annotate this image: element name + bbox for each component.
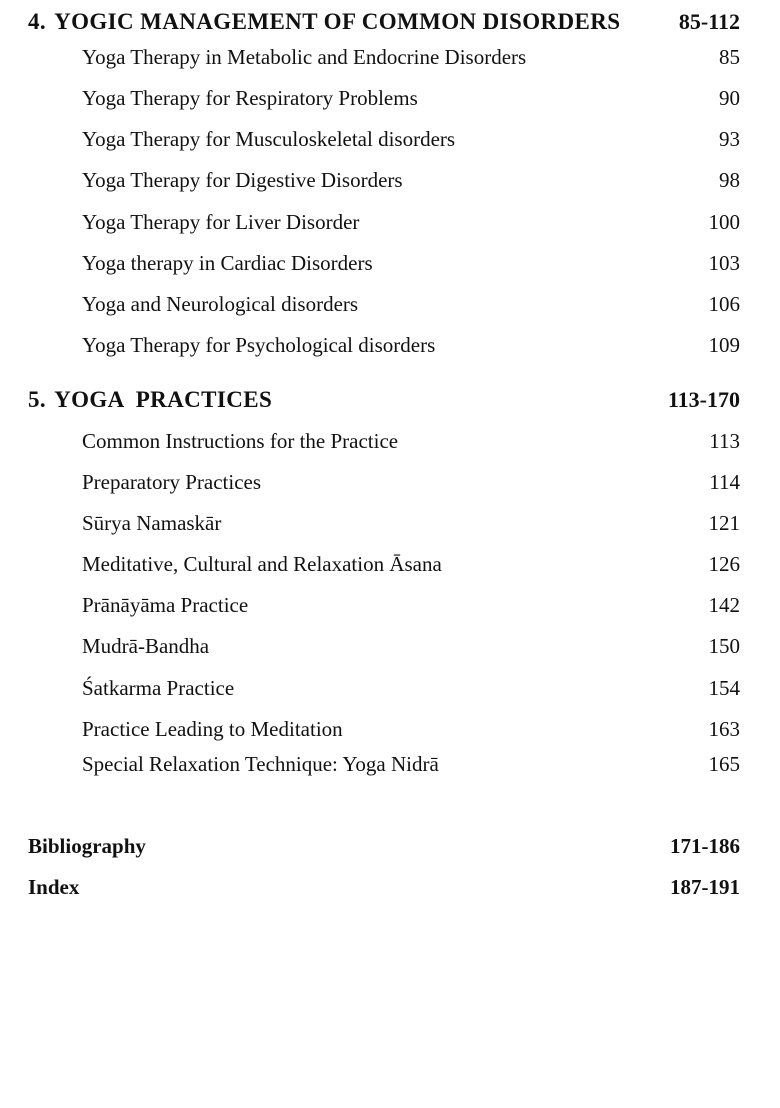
toc-entry <box>0 630 780 662</box>
toc-entry <box>0 672 780 704</box>
toc-entry <box>0 713 780 745</box>
entry-page: 165 <box>708 752 740 776</box>
entry-page: 163 <box>708 717 740 741</box>
entry-title: Yoga Therapy for Musculoskeletal disorders <box>82 127 456 151</box>
toc-entry <box>0 548 780 580</box>
toc-entry <box>0 164 780 196</box>
entry-title: Śatkarma Practice <box>82 676 235 700</box>
back-matter-pages: 171-186 <box>670 834 740 858</box>
entry-page: 106 <box>708 292 740 316</box>
toc-entry <box>0 748 780 780</box>
entry-page: 93 <box>719 127 740 151</box>
chapter-number: 4. <box>28 9 47 34</box>
toc-entry <box>0 507 780 539</box>
chapter-4-heading <box>0 6 780 38</box>
chapter-page-range: 85-112 <box>678 9 740 34</box>
toc-entry <box>0 247 780 279</box>
chapter-page-range: 113-170 <box>667 387 740 412</box>
entry-page: 150 <box>708 634 740 658</box>
entry-page: 103 <box>708 251 740 275</box>
chapter-title-text: YOGIC MANAGEMENT OF COMMON DISORDERS <box>54 9 621 34</box>
entry-page: 109 <box>708 333 740 357</box>
back-matter-title: Index <box>28 875 80 899</box>
entry-title: Yoga Therapy for Psychological disorders <box>82 333 436 357</box>
entry-title: Special Relaxation Technique: Yoga Nidrā <box>82 752 439 776</box>
entry-title: Yoga and Neurological disorders <box>82 292 359 316</box>
toc-entry <box>0 206 780 238</box>
entry-title: Preparatory Practices <box>82 470 262 494</box>
toc-entry <box>0 589 780 621</box>
toc-entry <box>0 329 780 361</box>
toc-entry <box>0 466 780 498</box>
entry-page: 98 <box>719 168 740 192</box>
entry-page: 114 <box>709 470 740 494</box>
entry-page: 126 <box>708 552 740 576</box>
entry-title: Yoga therapy in Cardiac Disorders <box>82 251 373 275</box>
entry-title: Yoga Therapy in Metabolic and Endocrine Disorders <box>82 45 527 69</box>
toc-entry <box>0 425 780 457</box>
entry-title: Sūrya Namaskār <box>82 511 222 535</box>
toc-entry <box>0 82 780 114</box>
entry-title: Mudrā-Bandha <box>82 634 210 658</box>
chapter-title <box>28 384 272 416</box>
toc-entry <box>0 288 780 320</box>
toc-entry <box>0 41 780 73</box>
bibliography-entry <box>0 830 780 862</box>
toc-entry <box>0 123 780 155</box>
entry-page: 85 <box>719 45 740 69</box>
entry-page: 142 <box>708 593 740 617</box>
entry-page: 154 <box>708 676 740 700</box>
entry-page: 100 <box>708 210 740 234</box>
entry-title: Yoga Therapy for Digestive Disorders <box>82 168 403 192</box>
entry-title: Practice Leading to Meditation <box>82 717 343 741</box>
entry-title: Common Instructions for the Practice <box>82 429 399 453</box>
entry-page: 113 <box>709 429 740 453</box>
chapter-number: 5. <box>28 387 47 412</box>
chapter-title-text: YOGA PRACTICES <box>54 387 273 412</box>
entry-title: Prānāyāma Practice <box>82 593 249 617</box>
chapter-title <box>28 6 620 38</box>
index-entry <box>0 871 780 903</box>
chapter-5-heading <box>0 384 780 416</box>
back-matter-title: Bibliography <box>28 834 146 858</box>
back-matter-pages: 187-191 <box>670 875 740 899</box>
entry-title: Meditative, Cultural and Relaxation Āsana <box>82 552 442 576</box>
entry-page: 90 <box>719 86 740 110</box>
entry-title: Yoga Therapy for Liver Disorder <box>82 210 360 234</box>
entry-page: 121 <box>708 511 740 535</box>
entry-title: Yoga Therapy for Respiratory Problems <box>82 86 418 110</box>
